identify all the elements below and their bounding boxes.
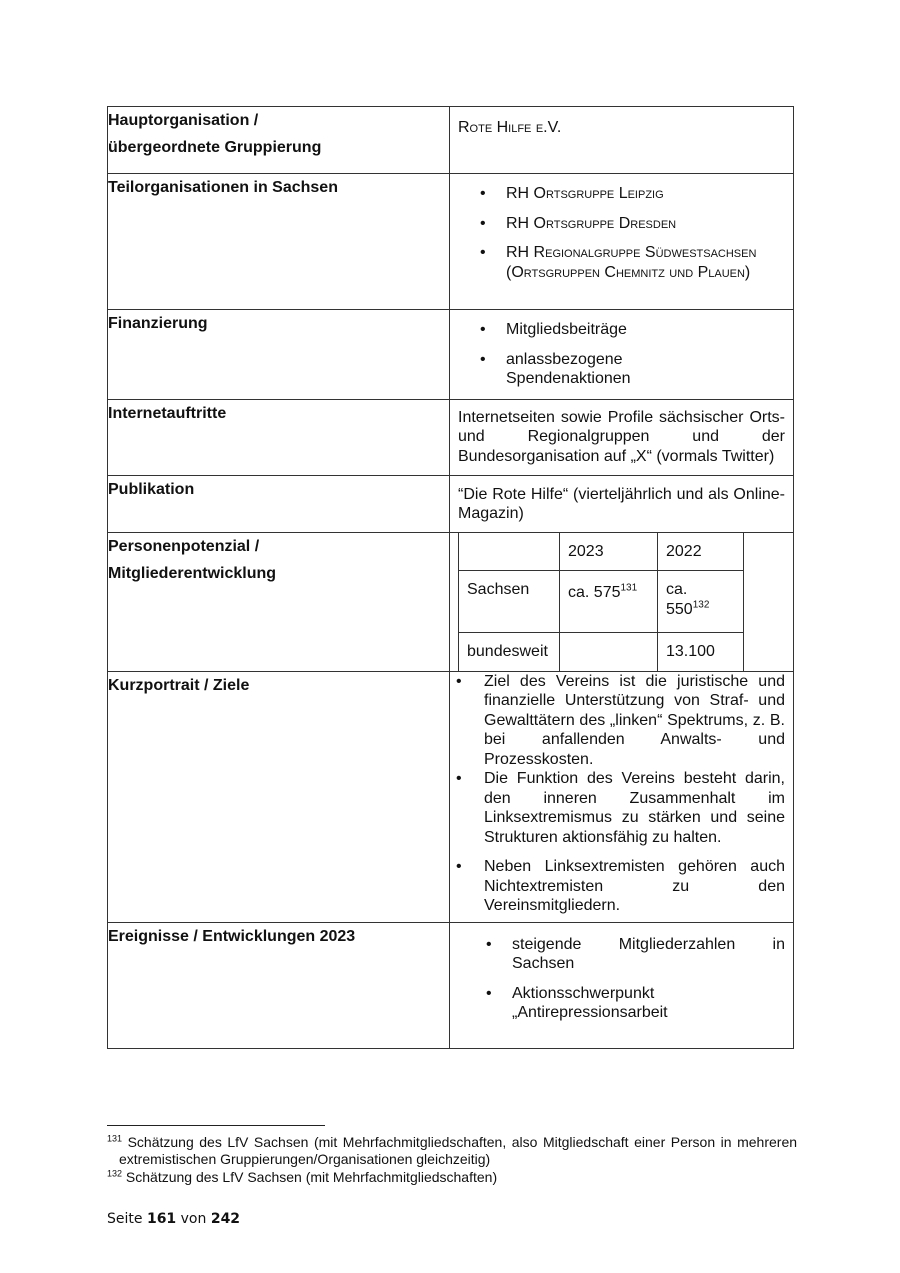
- sachsen-2022-value: 550: [666, 600, 693, 618]
- header-year-2023: 2023: [560, 533, 658, 571]
- finanzierung-list: [450, 320, 793, 389]
- value-internetauftritte: Internetseiten sowie Profile sächsischer Orts- und Regionalgruppen und der Bundesorganisation auf „X“ (vormals Twitter): [450, 399, 794, 475]
- list-item: • RH Ortsgruppe Leipzig: [506, 184, 785, 204]
- label-hauptorganisation-line1: Hauptorganisation /: [108, 112, 259, 129]
- row-ereignisse: [108, 922, 794, 1048]
- list-item: • Mitgliedsbeiträge: [506, 320, 785, 340]
- label-personenpotenzial-line2: Mitgliederentwicklung: [108, 564, 277, 582]
- sachsen-2023-cell: [560, 571, 658, 633]
- table-row: [459, 571, 744, 633]
- bundesweit-2023-value: [560, 633, 658, 671]
- sachsen-2023-value: ca. 575: [568, 584, 621, 601]
- row-label-bundesweit: bundesweit: [459, 633, 560, 671]
- header-empty-cell: [459, 533, 560, 571]
- page-middle: von: [180, 1211, 207, 1227]
- footnote-number: 131: [107, 1133, 123, 1144]
- list-item: • anlassbezogene Spendenaktionen: [506, 350, 785, 389]
- label-kurzportrait: Kurzportrait / Ziele: [108, 671, 450, 922]
- label-personenpotenzial-line1: Personenpotenzial /: [108, 537, 260, 555]
- footnote-number: 132: [107, 1168, 123, 1179]
- page-current: 161: [146, 1211, 177, 1227]
- list-item: • Neben Linksextremisten gehören auch Nichtextremisten zu den Vereinsmitgliedern.: [484, 857, 785, 916]
- organization-profile-table: [107, 106, 794, 1049]
- label-publikation: Publikation: [108, 475, 450, 532]
- table-row: [459, 633, 744, 671]
- value-teilorganisationen: [450, 174, 794, 310]
- label-finanzierung: Finanzierung: [108, 310, 450, 400]
- membership-table: [458, 533, 744, 671]
- list-item: • RH Regionalgruppe Südwestsachsen (Ortsgruppen Chemnitz und Plauen): [506, 243, 785, 282]
- list-item: • Aktionsschwerpunkt „Antirepressionsarbeit: [512, 984, 785, 1023]
- footnote-ref-131: 131: [620, 582, 638, 594]
- label-personenpotenzial: [108, 532, 450, 671]
- footnote-ref-132: 132: [692, 599, 710, 611]
- value-ereignisse: [450, 922, 794, 1048]
- page-prefix: Seite: [107, 1211, 143, 1227]
- footnote-text: Schätzung des LfV Sachsen (mit Mehrfachmitgliedschaften, also Mitgliedschaft einer Person in mehreren extremistischen Gruppierungen/Organisationen gleichzeitig): [119, 1134, 798, 1167]
- row-finanzierung: [108, 310, 794, 400]
- label-hauptorganisation: [108, 107, 450, 174]
- value-publikation: “Die Rote Hilfe“ (vierteljährlich und als Online-Magazin): [450, 475, 794, 532]
- page-number: [107, 1211, 240, 1227]
- footnote-132: [107, 1169, 797, 1186]
- row-label-sachsen: Sachsen: [459, 571, 560, 633]
- row-kurzportrait: [108, 671, 794, 922]
- list-item: • steigende Mitgliederzahlen in Sachsen: [512, 935, 785, 974]
- label-ereignisse: Ereignisse / Entwicklungen 2023: [108, 922, 450, 1048]
- value-finanzierung: [450, 310, 794, 400]
- value-personenpotenzial: [450, 532, 794, 671]
- membership-header-row: [459, 533, 744, 571]
- list-item: • Die Funktion des Vereins besteht darin, den inneren Zusammenhalt im Linksextremismus zu stärken und seine Strukturen aktionsfähig zu halten.: [484, 769, 785, 847]
- row-personenpotenzial: [108, 532, 794, 671]
- list-item: • RH Ortsgruppe Dresden: [506, 214, 785, 234]
- footnote-separator: [107, 1125, 325, 1126]
- page-total: 242: [210, 1211, 241, 1227]
- organization-name: Rote Hilfe e.V.: [458, 119, 562, 136]
- row-hauptorganisation: [108, 107, 794, 174]
- sachsen-2022-cell: [658, 571, 744, 633]
- footnote-131: [107, 1134, 797, 1168]
- label-internetauftritte: Internetauftritte: [108, 399, 450, 475]
- header-year-2022: 2022: [658, 533, 744, 571]
- sachsen-2022-prefix: ca.: [666, 581, 688, 598]
- bundesweit-2022-value: 13.100: [658, 633, 744, 671]
- row-teilorganisationen: [108, 174, 794, 310]
- ereignisse-list: [450, 935, 793, 1023]
- value-kurzportrait: [450, 671, 794, 922]
- teilorganisationen-list: [450, 184, 793, 282]
- value-hauptorganisation: [450, 107, 794, 174]
- label-teilorganisationen: Teilorganisationen in Sachsen: [108, 174, 450, 310]
- footnote-text: Schätzung des LfV Sachsen (mit Mehrfachmitgliedschaften): [125, 1169, 498, 1185]
- list-item: • Ziel des Vereins ist die juristische und finanzielle Unterstützung von Straf- und Gewalttätern des „linken“ Spektrums, z. B. bei anfallenden Anwalts- und Prozesskosten.: [484, 672, 785, 770]
- label-hauptorganisation-line2: übergeordnete Gruppierung: [108, 139, 322, 156]
- row-internetauftritte: [108, 399, 794, 475]
- kurzportrait-list: [450, 672, 793, 916]
- row-publikation: [108, 475, 794, 532]
